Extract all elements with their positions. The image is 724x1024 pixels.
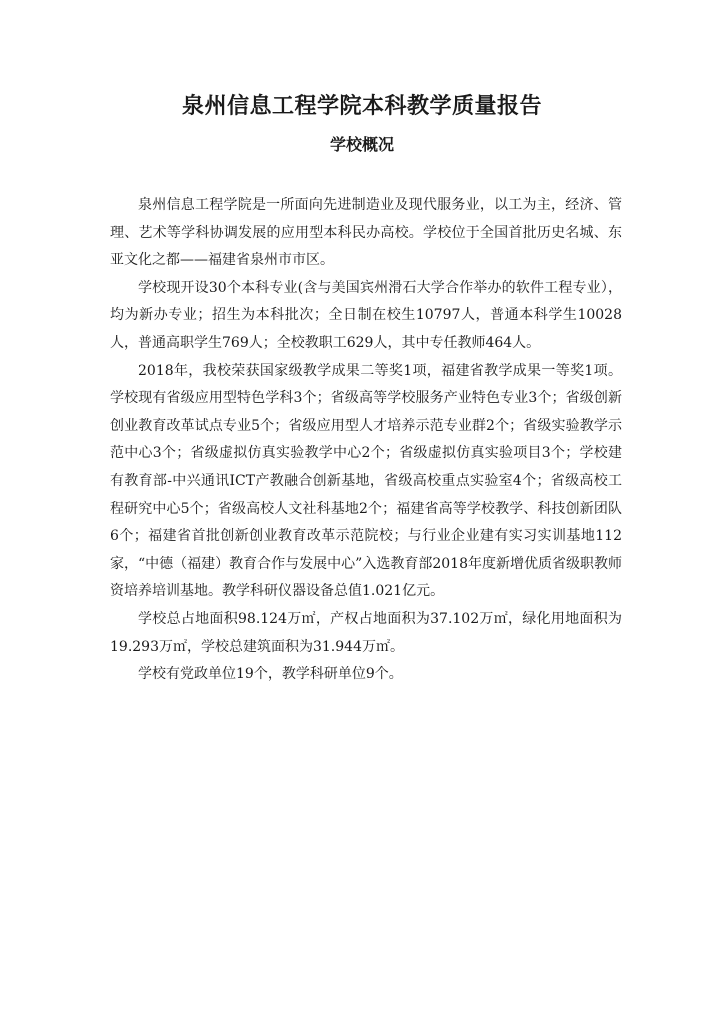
paragraph-units: 学校有党政单位19个，教学科研单位9个。 — [138, 666, 403, 683]
document-body — [110, 192, 622, 689]
paragraph-achievements: 2018年，我校荣获国家级教学成果二等奖1项，福建省教学成果一等奖1项。学校现有省级应用型特色学科3个；省级高等学校服务产业特色专业3个；省级创新创业教育改革试点专业5个；省级应用型人才培养示范专业群2个；省级实验教学示范中心3个；省级虚拟仿真实验教学中心2个；省级虚拟仿真实验项目3个；学校建有教育部-中兴通讯ICT产教融合创新基地，省级高校重点实验室4个；省级高校工程研究中心5个；省级高校人文社科基地2个；福建省高等学校教学、科技创新团队6个；福建省首批创新创业教育改革示范院校；与行业企业建有实习实训基地112家，“中德（福建）教育合作与发展中心”入选教育部2018年度新增优质省级职教师资培养培训基地。教学科研仪器设备总值1.021亿元。 — [110, 362, 622, 600]
paragraph-programs: 学校现开设30个本科专业(含与美国宾州滑石大学合作举办的软件工程专业），均为新办专业；招生为本科批次；全日制在校生10797人，普通本科学生10028人，普通高职学生769人；全校教职工629人，其中专任教师464人。 — [110, 279, 622, 351]
paragraph-intro: 泉州信息工程学院是一所面向先进制造业及现代服务业，以工为主，经济、管理、艺术等学科协调发展的应用型本科民办高校。学校位于全国首批历史名城、东亚文化之都——福建省泉州市市区。 — [110, 197, 622, 269]
document-title: 泉州信息工程学院本科教学质量报告 — [181, 94, 542, 119]
paragraph-campus-area: 学校总占地面积98.124万㎡，产权占地面积为37.102万㎡，绿化用地面积为19.293万㎡，学校总建筑面积为31.944万㎡。 — [110, 610, 622, 655]
section-title: 学校概况 — [329, 135, 394, 154]
